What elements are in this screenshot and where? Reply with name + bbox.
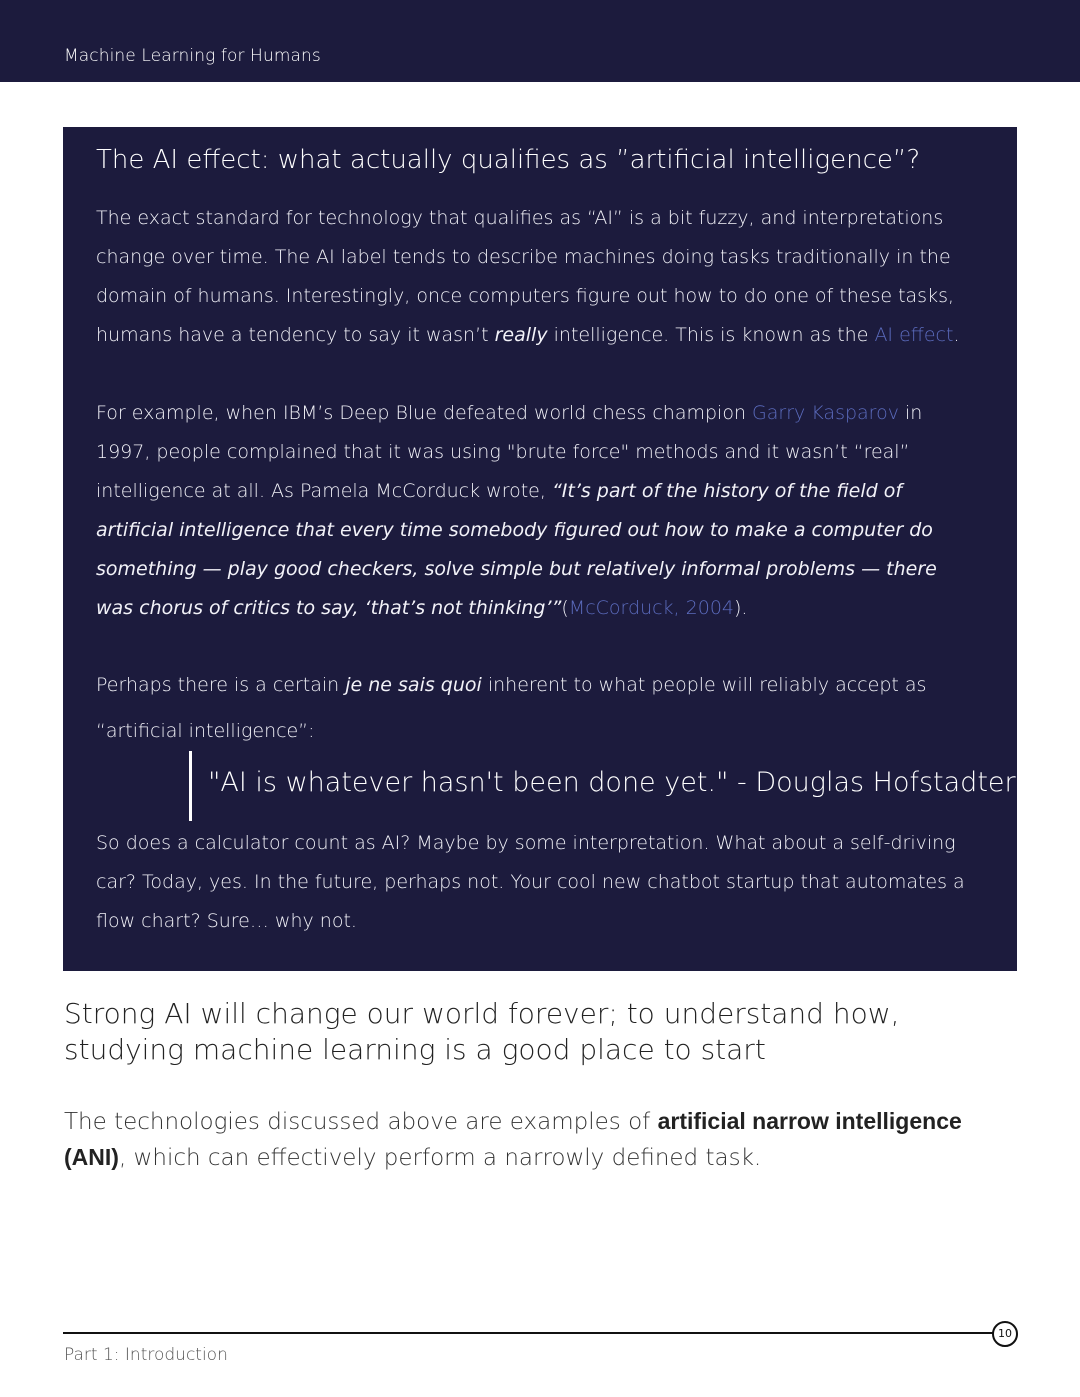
text: intelligence. This is known as the <box>547 324 875 346</box>
hofstadter-blockquote <box>189 751 1016 821</box>
sidebar-paragraph-3 <box>96 662 976 754</box>
text: inherent to what people will reliably accept as “artificial intelligence”: <box>96 674 927 742</box>
text: The technologies discussed above are examples of <box>64 1109 658 1135</box>
kasparov-link[interactable]: Garry Kasparov <box>752 402 899 424</box>
section-heading: Strong AI will change our world forever; to understand how, studying machine learning is a good place to start <box>64 997 900 1066</box>
footer-divider <box>63 1332 993 1334</box>
text: Perhaps there is a certain <box>96 674 346 696</box>
text: . <box>953 324 960 346</box>
mccorduck-quote: “It’s part of the history of the field of artificial intelligence that every time somebody figured out how to make a computer do something — play good checkers, solve simple but relatively informal problems — there was chorus of critics to say, ‘that’s not thinking’” <box>96 480 937 619</box>
text: in 1997, people complained that it was using "brute force" methods and it wasn’t “real” intelligence at all. As Pamela McCorduck wrote, <box>96 402 923 502</box>
sidebar-title: The AI effect: what actually qualifies as ”artificial intelligence”? <box>96 145 921 175</box>
mccorduck-citation-link[interactable]: McCorduck, 2004 <box>568 597 734 619</box>
blockquote-text: "AI is whatever hasn't been done yet." - Douglas Hofstadter <box>208 767 1016 798</box>
emphasis: je ne sais quoi <box>345 674 482 696</box>
body-paragraph <box>64 1104 1024 1176</box>
text: , which can effectively perform a narrowly defined task. <box>118 1145 762 1171</box>
book-title: Machine Learning for Humans <box>64 46 321 66</box>
ani-term: artificial narrow intelligence (ANI) <box>64 1108 962 1170</box>
ai-effect-link[interactable]: AI effect <box>874 324 954 346</box>
ai-effect-sidebar <box>63 127 1017 971</box>
sidebar-paragraph-2 <box>96 394 976 628</box>
sidebar-paragraph-4: So does a calculator count as AI? Maybe by some interpretation. What about a self-driving car? Today, yes. In the future, perhaps not. Your cool new chatbot startup that automates a flow chart? Sure… why not. <box>96 832 965 932</box>
page-number-badge: 10 <box>992 1321 1018 1347</box>
text: The exact standard for technology that qualifies as “AI” is a bit fuzzy, and interpretations change over time. The AI label tends to describe machines doing tasks traditionally in the domain of humans. Interestingly, once computers figure out how to do one of these tasks, humans have a tendency to say it wasn’t <box>96 207 955 346</box>
header-bar <box>0 0 1080 82</box>
text: ). <box>734 597 748 619</box>
emphasis: really <box>494 324 548 346</box>
text: ( <box>561 597 569 619</box>
footer-part-label: Part 1: Introduction <box>64 1345 228 1365</box>
sidebar-paragraph-1 <box>96 199 976 355</box>
text: For example, when IBM’s Deep Blue defeated world chess champion <box>96 402 753 424</box>
